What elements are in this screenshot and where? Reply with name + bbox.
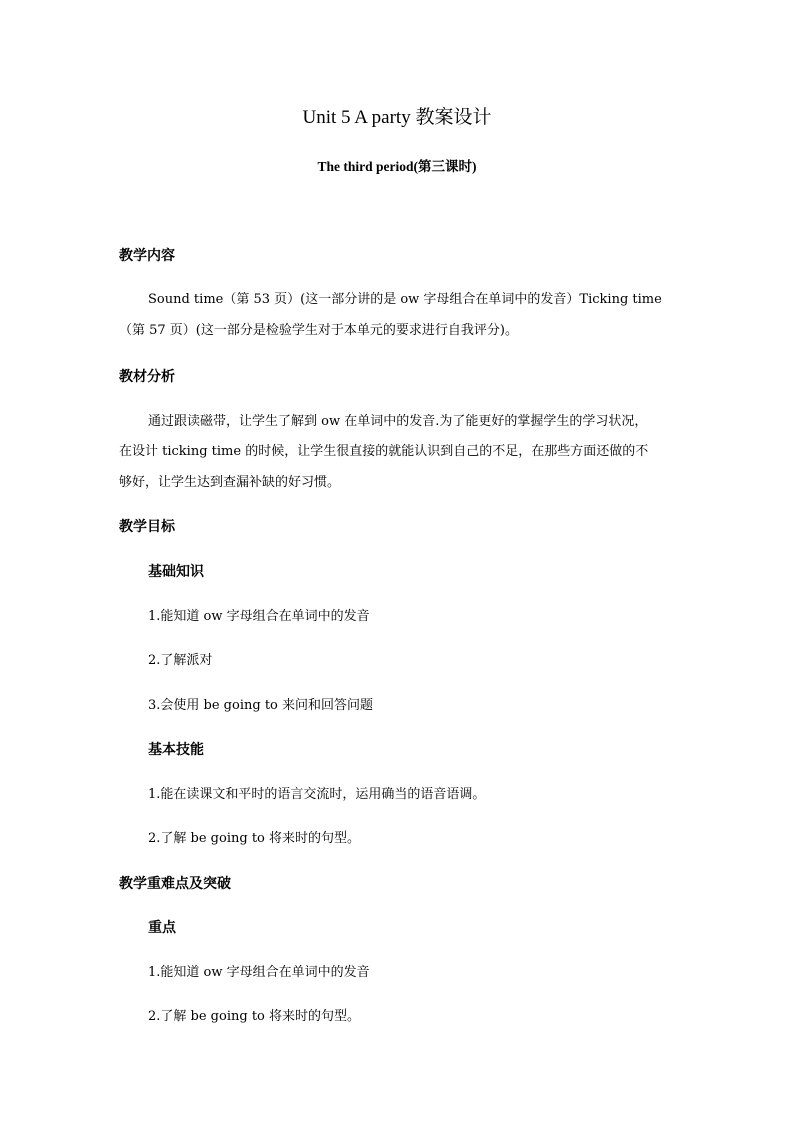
skills-item-1: 1.能在读课文和平时的语言交流时，运用确当的语音语调。	[148, 787, 486, 802]
section-heading-key-points: 教学重难点及突破	[119, 876, 231, 892]
section-heading-objectives: 教学目标	[119, 519, 175, 535]
document-title: Unit 5 A party 教案设计	[302, 107, 492, 128]
knowledge-item-2: 2.了解派对	[148, 653, 213, 668]
knowledge-item-1: 1.能知道 ow 字母组合在单词中的发音	[148, 609, 370, 624]
focus-item-1: 1.能知道 ow 字母组合在单词中的发音	[148, 965, 370, 980]
section-heading-content: 教学内容	[119, 248, 175, 264]
knowledge-item-3: 3.会使用 be going to 来问和回答问题	[148, 698, 373, 713]
content-line-2: （第 57 页）(这一部分是检验学生对于本单元的要求进行自我评分)。	[119, 323, 518, 338]
skills-item-2: 2.了解 be going to 将来时的句型。	[148, 831, 360, 846]
analysis-line-3: 够好，让学生达到查漏补缺的好习惯。	[119, 475, 341, 490]
content-line-1: Sound time（第 53 页）(这一部分讲的是 ow 字母组合在单词中的发音）Ticking time	[148, 292, 662, 307]
analysis-line-2: 在设计 ticking time 的时候，让学生很直接的就能认识到自己的不足，在那些方面还做的不	[119, 444, 649, 459]
focus-item-2: 2.了解 be going to 将来时的句型。	[148, 1009, 360, 1024]
subheading-knowledge: 基础知识	[148, 564, 204, 580]
subheading-focus: 重点	[148, 920, 176, 936]
subheading-skills: 基本技能	[148, 742, 204, 758]
document-subtitle: The third period(第三课时)	[317, 159, 477, 174]
analysis-line-1: 通过跟读磁带，让学生了解到 ow 在单词中的发音.为了能更好的掌握学生的学习状况，	[148, 414, 648, 429]
section-heading-analysis: 教材分析	[119, 369, 175, 385]
